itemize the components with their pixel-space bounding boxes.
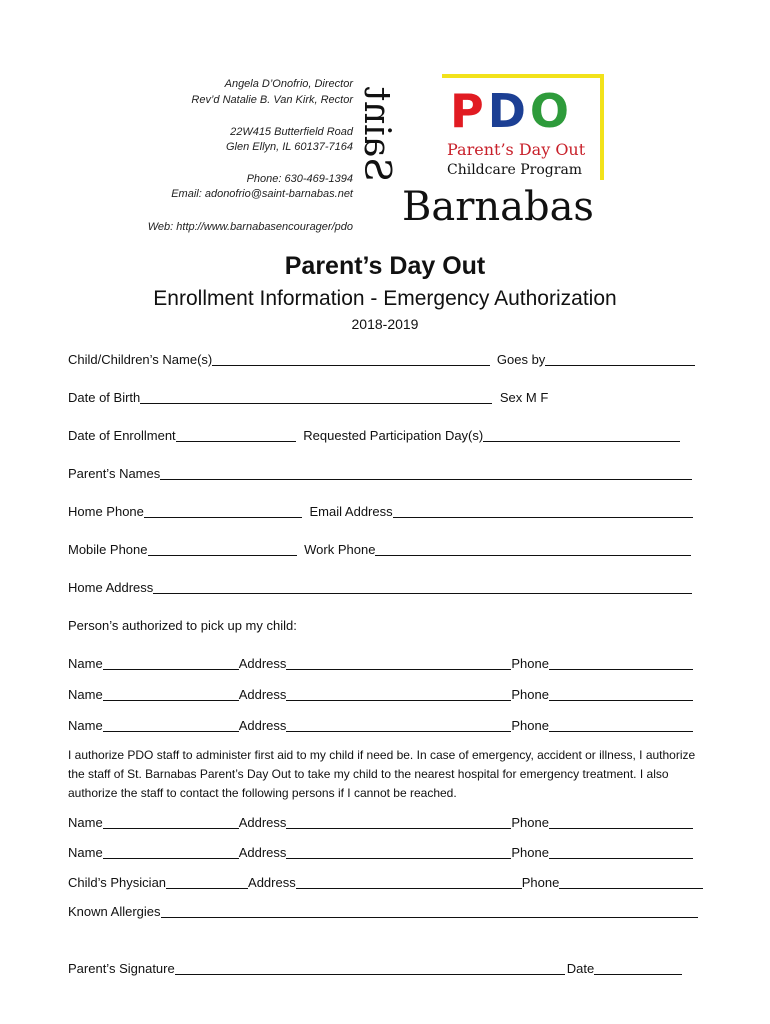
authorized-heading-text: Person’s authorized to pick up my child: (68, 618, 297, 633)
pickup-row-1 (68, 656, 693, 672)
parents-names-label: Parent’s Names (68, 466, 161, 481)
logo-subtitle-parents-day-out: Parent’s Day Out (447, 140, 586, 159)
emergency-2-phone-field[interactable] (549, 845, 693, 859)
address-line-2: Glen Ellyn, IL 60137-7164 (226, 141, 353, 153)
signature-field[interactable] (175, 961, 565, 975)
home-address-label: Home Address (68, 580, 154, 595)
emergency-1-address-field[interactable] (286, 815, 511, 829)
dob-label: Date of Birth (68, 390, 141, 405)
work-phone-label: Work Phone (304, 542, 376, 557)
pickup-2-phone-field[interactable] (549, 687, 693, 701)
home-phone-field[interactable] (144, 504, 302, 518)
logo-saint-text: Saint (356, 86, 397, 182)
emergency-row-1 (68, 815, 693, 831)
phone-label: Phone (511, 815, 549, 830)
web-line: Web: http://www.barnabasencourager/pdo (147, 221, 353, 233)
phone-label: Phone (511, 718, 549, 733)
logo-subtitle-childcare: Childcare Program (447, 162, 583, 178)
address-label: Address (238, 656, 287, 671)
authorized-pickup-heading (68, 618, 297, 634)
logo-letter-d: D (487, 84, 530, 138)
child-names-field[interactable] (212, 352, 490, 366)
logo-barnabas: Barnabas (402, 184, 594, 230)
emergency-row-2 (68, 845, 693, 861)
phone-line: Phone: 630-469-1394 (246, 173, 353, 185)
phone-label: Phone (511, 656, 549, 671)
logo-pdo (450, 84, 574, 138)
email-label: Email Address (309, 504, 393, 519)
signature-label: Parent’s Signature (68, 961, 175, 976)
director-line: Angela D’Onofrio, Director (224, 78, 353, 90)
mobile-phone-field[interactable] (148, 542, 297, 556)
row-parents (68, 466, 692, 482)
page-subtitle: Enrollment Information - Emergency Authorization (153, 287, 617, 310)
participation-days-label: Requested Participation Day(s) (303, 428, 484, 443)
row-home-address (68, 580, 692, 596)
row-signature (68, 961, 682, 977)
physician-phone-field[interactable] (559, 875, 703, 889)
work-phone-field[interactable] (375, 542, 691, 556)
name-label: Name (68, 687, 103, 702)
email-field[interactable] (393, 504, 693, 518)
school-year: 2018-2019 (351, 316, 419, 332)
allergies-label: Known Allergies (68, 904, 161, 919)
mobile-phone-label: Mobile Phone (68, 542, 148, 557)
row-enrollment (68, 428, 680, 444)
goes-by-field[interactable] (545, 352, 695, 366)
address-label: Address (238, 845, 287, 860)
address-label: Address (238, 687, 287, 702)
pickup-row-3 (68, 718, 693, 734)
pickup-3-phone-field[interactable] (549, 718, 693, 732)
enroll-date-field[interactable] (176, 428, 296, 442)
sex-label[interactable]: Sex M F (499, 390, 549, 405)
logo-saint-vertical (356, 74, 441, 184)
row-mobile-phone (68, 542, 691, 558)
home-phone-label: Home Phone (68, 504, 144, 519)
physician-field[interactable] (166, 875, 248, 889)
enroll-date-label: Date of Enrollment (68, 428, 176, 443)
address-line-1: 22W415 Butterfield Road (230, 126, 353, 138)
pickup-1-phone-field[interactable] (549, 656, 693, 670)
child-names-label: Child/Children’s Name(s) (68, 352, 213, 367)
name-label: Name (68, 718, 103, 733)
emergency-2-address-field[interactable] (286, 845, 511, 859)
phone-label: Phone (511, 687, 549, 702)
pickup-3-address-field[interactable] (286, 718, 511, 732)
email-line: Email: adonofrio@saint-barnabas.net (171, 188, 353, 200)
home-address-field[interactable] (153, 580, 692, 594)
emergency-1-phone-field[interactable] (549, 815, 693, 829)
dob-field[interactable] (140, 390, 492, 404)
row-allergies (68, 904, 698, 920)
pickup-2-address-field[interactable] (286, 687, 511, 701)
row-home-phone (68, 504, 693, 520)
pickup-row-2 (68, 687, 693, 703)
parents-names-field[interactable] (160, 466, 692, 480)
rector-line: Rev’d Natalie B. Van Kirk, Rector (191, 94, 353, 106)
physician-address-label: Address (248, 875, 296, 890)
physician-label: Child’s Physician (68, 875, 167, 890)
name-label: Name (68, 815, 103, 830)
physician-address-field[interactable] (296, 875, 522, 889)
address-label: Address (238, 815, 287, 830)
participation-days-field[interactable] (483, 428, 680, 442)
allergies-field[interactable] (161, 904, 698, 918)
page-title: Parent’s Day Out (284, 252, 486, 280)
logo-letter-p: P (450, 84, 488, 138)
date-field[interactable] (594, 961, 682, 975)
emergency-2-name-field[interactable] (103, 845, 239, 859)
pickup-3-name-field[interactable] (103, 718, 239, 732)
pickup-1-name-field[interactable] (103, 656, 239, 670)
date-label: Date (566, 961, 595, 976)
pickup-1-address-field[interactable] (286, 656, 511, 670)
row-child-name (68, 352, 695, 368)
logo-letter-o: O (529, 84, 574, 138)
emergency-1-name-field[interactable] (103, 815, 239, 829)
goes-by-label: Goes by (496, 352, 546, 367)
physician-phone-label: Phone (521, 875, 560, 890)
authorization-paragraph: I authorize PDO staff to administer first aid to my child if need be. In case of emergency, accident or illness, I authorize the staff of St. Barnabas Parent’s Day Out to take my child to the nearest hospital for emergency treatment. I also authorize the staff to contact the following persons if I cannot be reached. (68, 748, 696, 800)
row-physician (68, 875, 703, 891)
name-label: Name (68, 656, 103, 671)
address-label: Address (238, 718, 287, 733)
row-dob (68, 390, 548, 406)
name-label: Name (68, 845, 103, 860)
phone-label: Phone (511, 845, 549, 860)
pickup-2-name-field[interactable] (103, 687, 239, 701)
